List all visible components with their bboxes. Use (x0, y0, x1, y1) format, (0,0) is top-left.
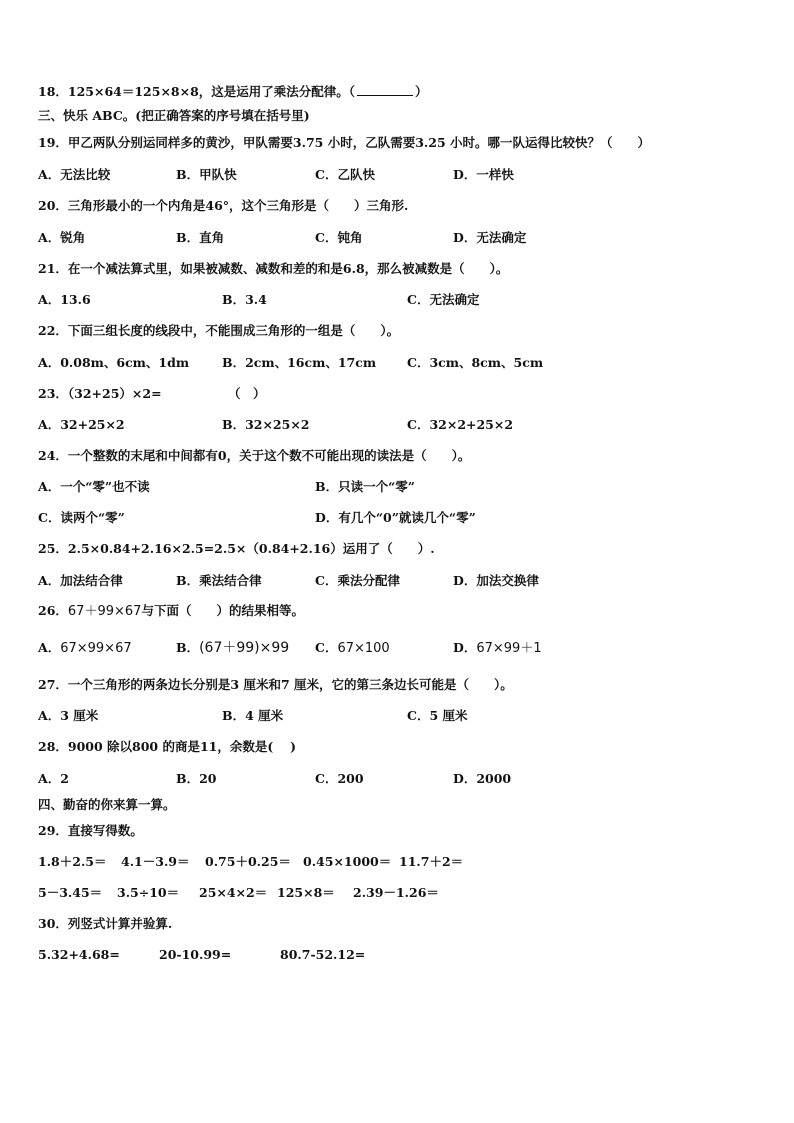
q20-option-a[interactable]: A．锐角 (38, 230, 86, 245)
q25-option-c[interactable]: C．乘法分配律 (315, 573, 400, 588)
q20-option-b[interactable]: B．直角 (176, 230, 225, 245)
q24-option-a[interactable]: A．一个“零”也不读 (38, 479, 150, 494)
calc-item[interactable]: 0.45×1000＝ (303, 854, 392, 869)
q25-option-a[interactable]: A．加法结合律 (38, 573, 123, 588)
q25-option-d[interactable]: D．加法交换律 (453, 573, 539, 588)
question-21: 21．在一个减法算式里，如果被减数、减数和差的和是6.8，那么被减数是（ ）。 (38, 261, 509, 276)
q26-option-d[interactable] (453, 640, 542, 657)
question-23: 23．（32+25）×2= (38, 386, 162, 401)
q19-option-c[interactable]: C．乙队快 (315, 167, 375, 182)
q28-option-a[interactable]: A．2 (38, 771, 69, 786)
q24-option-d[interactable]: D．有几个“0”就读几个“零” (315, 510, 476, 525)
question-27: 27．一个三角形的两条边长分别是3 厘米和7 厘米，它的第三条边长可能是（ ）。 (38, 677, 513, 692)
q26-option-b-expr: (67＋99)×99 (199, 640, 290, 656)
q24-option-c[interactable]: C．读两个“零” (38, 510, 125, 525)
question-20: 20．三角形最小的一个内角是46°，这个三角形是（ ）三角形. (38, 198, 409, 213)
q20-option-d[interactable]: D．无法确定 (453, 230, 527, 245)
q28-option-d[interactable]: D．2000 (453, 771, 512, 786)
q21-option-b[interactable]: B．3.4 (222, 292, 267, 307)
calc-item[interactable]: 4.1－3.9＝ (121, 854, 190, 869)
q26-option-d-label: D． (453, 640, 477, 655)
q21-option-a[interactable]: A．13.6 (38, 292, 91, 307)
q21-option-c[interactable]: C．无法确定 (407, 292, 480, 307)
q23-option-a[interactable]: A．32+25×2 (38, 417, 125, 432)
q26-option-d-expr: 67×99＋1 (476, 641, 542, 656)
question-19: 19．甲乙两队分别运同样多的黄沙，甲队需要3.75 小时，乙队需要3.25 小时。哪一队运得比较快？（ ） (38, 135, 650, 150)
q19-option-d[interactable]: D．一样快 (453, 167, 514, 182)
question-23-paren[interactable]: （ ） (228, 386, 266, 401)
section-3-heading: 三、快乐 ABC。(把正确答案的序号填在括号里) (38, 108, 310, 123)
question-18-close: ） (415, 84, 428, 99)
question-18-text: 18．125×64＝125×8×8，这是运用了乘法分配律。（ (38, 84, 356, 99)
q22-option-a[interactable]: A．0.08m、6cm、1dm (38, 355, 190, 370)
q27-option-b[interactable]: B．4 厘米 (222, 708, 284, 723)
q23-option-b[interactable]: B．32×25×2 (222, 417, 310, 432)
question-26: 26．67＋99×67与下面（ ）的结果相等。 (38, 603, 304, 619)
q22-option-c[interactable]: C．3cm、8cm、5cm (407, 355, 544, 370)
q23-option-c[interactable]: C．32×2+25×2 (407, 417, 514, 432)
calc-item[interactable]: 11.7＋2＝ (399, 854, 464, 869)
q22-option-b[interactable]: B．2cm、16cm、17cm (222, 355, 377, 370)
calc-item[interactable]: 125×8＝ (277, 885, 335, 900)
q24-option-b[interactable]: B．只读一个“零” (315, 479, 415, 494)
calc-item[interactable]: 0.75＋0.25＝ (205, 854, 291, 869)
section-4-heading: 四、勤奋的你来算一算。 (38, 797, 176, 812)
q26-option-b[interactable] (176, 640, 289, 657)
vertical-calc-item[interactable]: 5.32+4.68= (38, 947, 120, 962)
q25-option-b[interactable]: B．乘法结合律 (176, 573, 262, 588)
q28-option-b[interactable]: B．20 (176, 771, 217, 786)
q27-option-c[interactable]: C．5 厘米 (407, 708, 468, 723)
calc-item[interactable]: 2.39－1.26＝ (353, 885, 439, 900)
question-25: 25．2.5×0.84+2.16×2.5=2.5×（0.84+2.16）运用了（ ）. (38, 541, 435, 556)
calc-item[interactable]: 1.8＋2.5＝ (38, 854, 107, 869)
q26-option-a-expr: 67×99×67 (60, 641, 132, 656)
calc-item[interactable]: 5－3.45＝ (38, 885, 103, 900)
q26-option-c-label: C． (315, 640, 338, 655)
question-18 (38, 84, 428, 99)
q26-option-a[interactable] (38, 640, 132, 657)
q19-option-a[interactable]: A．无法比较 (38, 167, 111, 182)
question-30: 30．列竖式计算并验算. (38, 916, 173, 931)
question-28: 28．9000 除以800 的商是11，余数是( ) (38, 739, 297, 754)
q28-option-c[interactable]: C．200 (315, 771, 364, 786)
calc-item[interactable]: 3.5÷10＝ (117, 885, 180, 900)
vertical-calc-item[interactable]: 80.7-52.12= (280, 947, 366, 962)
question-26-expr: 67＋99×67 (67, 604, 142, 619)
question-26-text: 与下面（ ）的结果相等。 (141, 603, 304, 618)
q26-option-a-label: A． (38, 640, 61, 655)
vertical-calc-item[interactable]: 20-10.99= (159, 947, 232, 962)
q26-option-c[interactable] (315, 640, 390, 657)
q26-option-b-label: B． (176, 640, 200, 655)
q27-option-a[interactable]: A．3 厘米 (38, 708, 99, 723)
calc-item[interactable]: 25×4×2＝ (199, 885, 268, 900)
answer-blank[interactable] (357, 84, 413, 96)
question-29: 29．直接写得数。 (38, 823, 143, 838)
q26-option-c-expr: 67×100 (337, 641, 390, 656)
question-22: 22．下面三组长度的线段中，不能围成三角形的一组是（ ）。 (38, 323, 400, 338)
question-24: 24．一个整数的末尾和中间都有0，关于这个数不可能出现的读法是（ ）。 (38, 448, 471, 463)
q20-option-c[interactable]: C．钝角 (315, 230, 363, 245)
q19-option-b[interactable]: B．甲队快 (176, 167, 237, 182)
